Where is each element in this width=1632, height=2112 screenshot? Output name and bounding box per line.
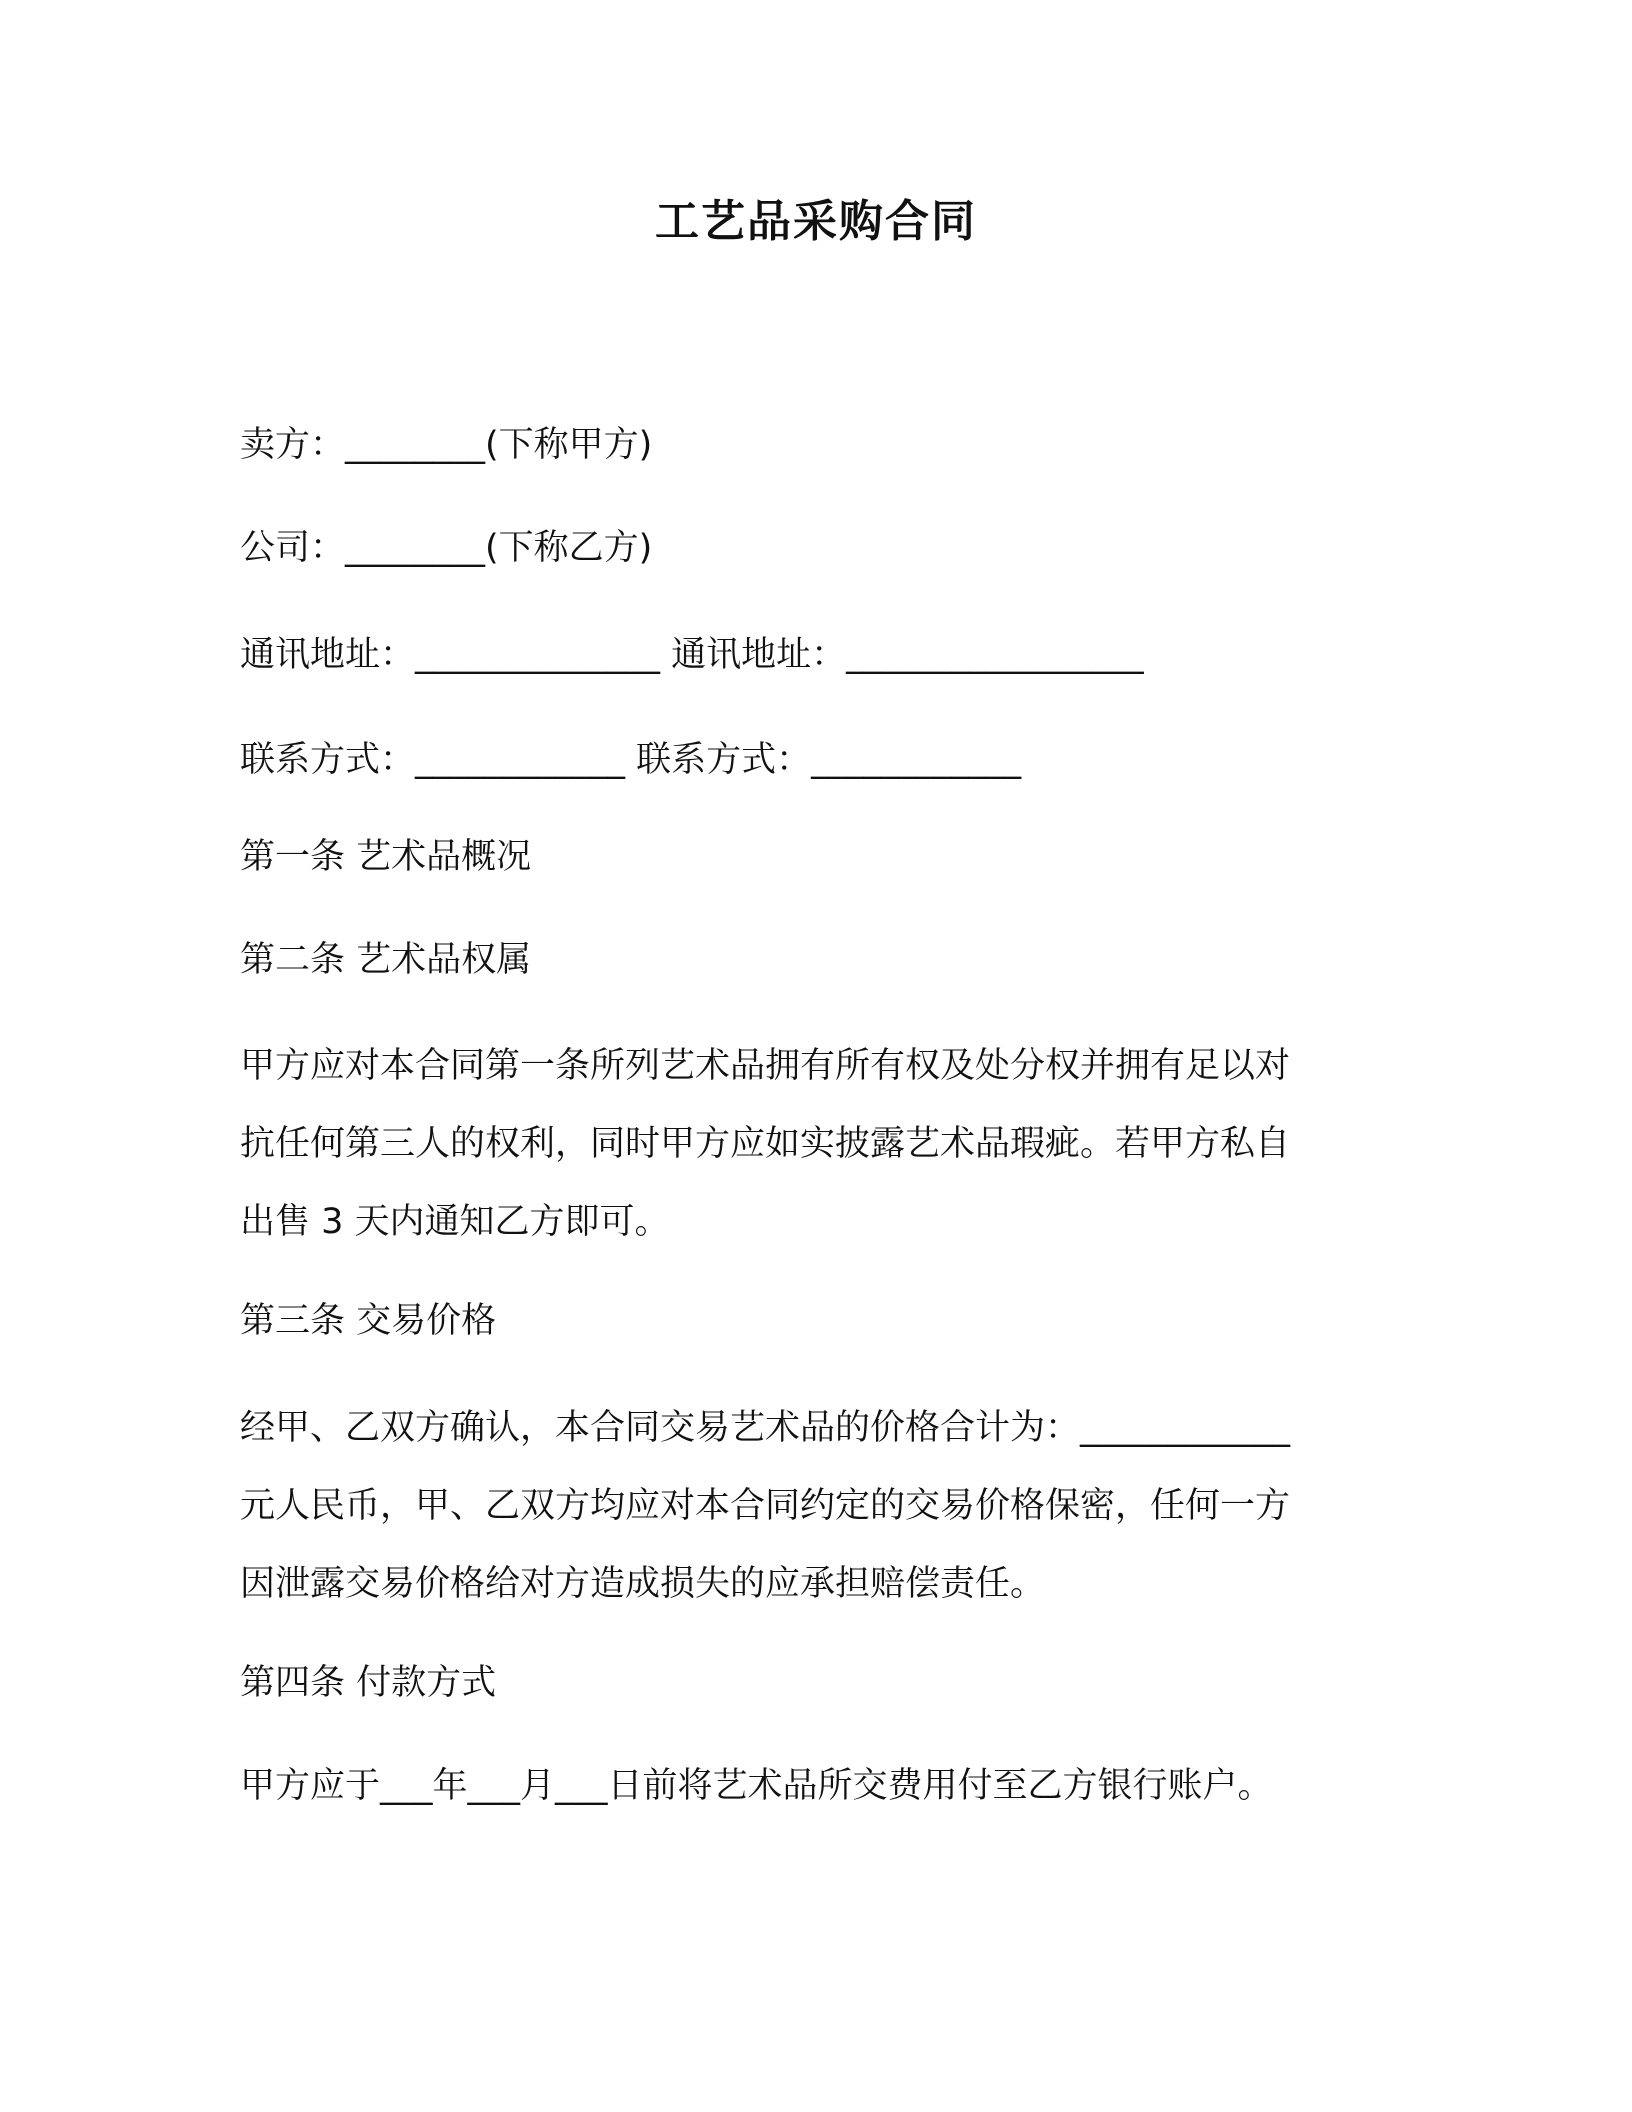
address-line: 通讯地址：______________ 通讯地址：_________________: [240, 635, 1144, 675]
article2-body: [240, 1027, 1390, 1261]
article3-body: [240, 1389, 1390, 1623]
contact-line: 联系方式：____________ 联系方式：____________: [240, 740, 1022, 780]
document-title: 工艺品采购合同: [655, 196, 977, 247]
article2-heading: 第二条 艺术品权属: [240, 940, 532, 980]
article3-body-line-1: 经甲、乙双方确认，本合同交易艺术品的价格合计为：____________: [240, 1408, 1291, 1448]
article2-body-line-1: 甲方应对本合同第一条所列艺术品拥有所有权及处分权并拥有足以对: [240, 1046, 1291, 1086]
seller-line: 卖方：________(下称甲方): [240, 425, 653, 465]
article4-heading: 第四条 付款方式: [240, 1663, 497, 1703]
article2-body-line-3: 出售 3 天内通知乙方即可。: [240, 1202, 670, 1242]
article3-body-line-2: 元人民币，甲、乙双方均应对本合同约定的交易价格保密，任何一方: [240, 1486, 1291, 1526]
article3-heading: 第三条 交易价格: [240, 1301, 497, 1341]
article2-body-line-2: 抗任何第三人的权利，同时甲方应如实披露艺术品瑕疵。若甲方私自: [240, 1124, 1291, 1164]
article3-body-line-3: 因泄露交易价格给对方造成损失的应承担赔偿责任。: [240, 1564, 1046, 1604]
article4-body: 甲方应于___年___月___日前将艺术品所交费用付至乙方银行账户。: [240, 1766, 1273, 1806]
article1-heading: 第一条 艺术品概况: [240, 837, 532, 877]
company-line: 公司：________(下称乙方): [240, 528, 653, 568]
